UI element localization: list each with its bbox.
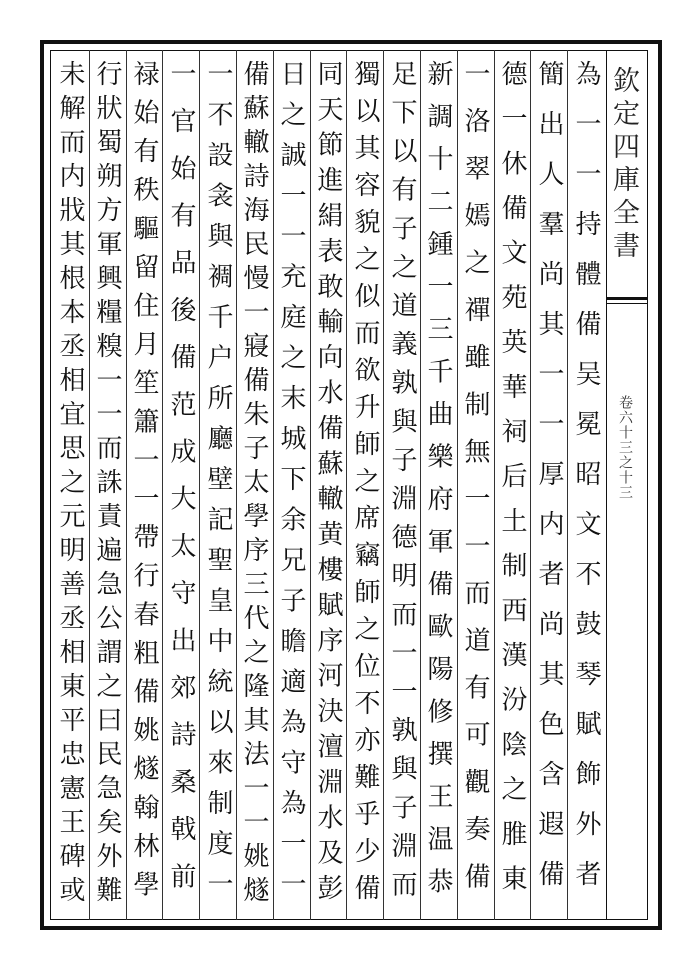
margin-divider [606, 303, 648, 304]
column-rule [457, 50, 458, 920]
column-rule [530, 50, 531, 920]
column-rule [162, 50, 163, 920]
column-rule [346, 50, 347, 920]
column-rule [420, 50, 421, 920]
text-column-11: 一不設衾與裯千户所廳壁記聖皇中統以來制度一 [203, 60, 233, 911]
text-column-9: 日之誠一一充庭之末城下余兄子瞻適為守為一一 [276, 60, 306, 911]
text-column-8: 同天節進絹表敢輸向水備蘇轍黄樓賦序河決澶淵水及彭 [313, 60, 343, 910]
text-column-3: 德一休備文苑英華祠后土制西漢汾陰之脽東 [497, 60, 527, 910]
text-column-14: 行狀蜀朔方軍興糧糗一一而誅責遍急公謂之曰民急矣外難 [92, 60, 122, 910]
text-column-12: 一官始有品後備范成大太守出郊詩桑戟前 [166, 60, 196, 910]
book-title: 欽定四庫全書 [608, 66, 639, 264]
text-column-6: 足下以有子之道義孰與子淵德明而一一孰與子淵而 [387, 60, 417, 910]
volume-label: 卷六十三之十三 [617, 395, 633, 500]
column-rule [383, 50, 384, 920]
column-rule [567, 50, 568, 920]
column-rule [199, 50, 200, 920]
text-column-4: 一洛翠嫣之禪雖制無一一而道有可觀奏備 [460, 60, 490, 910]
text-column-15: 未解而内戕其根本丞相宜思之元明善丞相東平忠憲王碑或 [55, 60, 85, 910]
text-column-5: 新調十二鍾一三千曲樂府軍備歐陽修撰王温恭 [423, 60, 453, 910]
text-column-1: 為一一持體備吴冕昭文不鼓琴賦飾外者 [571, 60, 601, 910]
column-rule [273, 50, 274, 920]
column-rule [89, 50, 90, 920]
column-rule [310, 50, 311, 920]
text-column-7: 獨以其容貌之似而欲升師之席竊師之位不亦難乎少備 [350, 60, 380, 911]
column-rule [236, 50, 237, 920]
text-column-2: 簡出人羣尚其一一厚内者尚其色含遐備 [534, 60, 564, 910]
column-rule [126, 50, 127, 920]
column-rule [494, 50, 495, 920]
text-column-10: 備蘇轍詩海民慢一寢備朱子太學序三代之隆其法一一姚燧 [239, 60, 269, 910]
text-column-13: 禄始有秩驅留住月笙簫一一帶行春粗備姚燧翰林學 [129, 60, 159, 910]
margin-divider [606, 297, 648, 300]
